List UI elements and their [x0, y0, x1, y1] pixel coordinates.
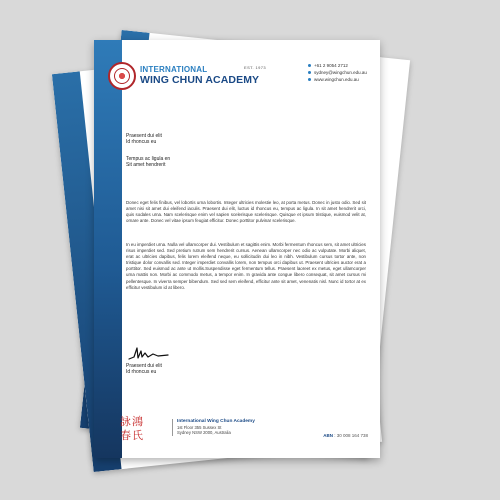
- email-text: sydney@wingchun.edu.au: [314, 70, 367, 75]
- abn-label: ABN: [323, 433, 333, 438]
- chinese-char: 鴻: [132, 415, 143, 428]
- contact-web: [308, 76, 367, 83]
- address-line: Praesent dui elit: [126, 133, 162, 139]
- brand-line1: INTERNATIONAL: [140, 65, 208, 74]
- signatory-line: Praesent dui elit: [126, 363, 162, 369]
- chinese-logo: [120, 416, 142, 442]
- web-icon: [308, 78, 311, 81]
- letterhead-sheet: [94, 40, 380, 458]
- chinese-char: 春: [120, 428, 131, 442]
- contact-email: [308, 69, 367, 76]
- signature-icon: [128, 345, 172, 361]
- contact-block: [308, 62, 367, 83]
- subject-line: Sit amet hendrerit: [126, 162, 166, 169]
- paragraph-text: Donec eget felis finibus, vel lobortis urna lobortis. Integer ultricies molestie leo, at porta metus. Donec in justo odio. Sed sit amet nisi sit amet dui eleifend iaculis. Praesent dui elit, luctus id rhoncus eu, tempus ac ligula. In sit amet hendrerit orci, quis sodales urna. Nam scelerisque enim vel sapien scelerisque scelerisque. Quisque et ipsum tristique, euismod velit at, ornare ante. Donec vel vitae ipsum feugiat efficitur. Donec porttitor pulvinar scelerisque.: [126, 200, 366, 224]
- signatory-line: Id rhoncus eu: [126, 369, 157, 376]
- brand-name: [140, 65, 259, 86]
- chinese-char: 詠: [120, 415, 131, 428]
- footer-address-line: Sydney NSW 2000, Australia: [177, 430, 231, 436]
- abn-number: [323, 433, 368, 438]
- sidebar-band: [94, 40, 122, 458]
- subject-block: [126, 156, 366, 169]
- letterhead-header: [108, 62, 372, 96]
- subject-line: Tempus ac ligula en: [126, 156, 171, 162]
- phone-icon: [308, 64, 311, 67]
- est-label: EST. 1973: [244, 65, 267, 70]
- academy-logo-icon: [108, 62, 136, 90]
- phone-text: +61 2 9054 2712: [314, 63, 348, 68]
- address-line: Id rhoncus eu: [126, 139, 157, 146]
- contact-phone: [308, 62, 367, 69]
- footer-address-line: 1st Floor 355 Sussex St: [177, 425, 222, 430]
- body-paragraph-1: [126, 200, 366, 224]
- brand-line2: WING CHUN ACADEMY: [140, 74, 260, 86]
- footer-org-name: International Wing Chun Academy: [177, 419, 255, 424]
- chinese-char: 氏: [132, 428, 143, 442]
- recipient-address: [126, 133, 366, 146]
- email-icon: [308, 71, 311, 74]
- signatory-block: [126, 363, 366, 376]
- body-paragraph-2: [126, 242, 366, 291]
- footer-address: [172, 419, 255, 436]
- paragraph-text: In eu imperdiet urna. Nulla vel ullamcorper dui. Vestibulum et sagittis enim. Morbi fermentum rhoncus sem, sit amet ultricies risus imperdiet sed. Sed pretium rutrum sem hendrerit cursus. Aenean ullamcorper nec odio ac vulputate. Morbi aliquet, erat ac ultricies dapibus, felis lorem eleifend neque, eu sollicitudin dui leo in nibh. Vestibulum cursus tortor ante, non tristique dolor convallis sed. Integer imperdiet convallis lorem, non tempus orci dapibus ut. Praesent ultricies auctor erat a porttitor. Sed euismod ac ante ut mollis.Suspendisse eget fermentum tellus. Praesent laoreet ex metus, eget ullamcorper urna mattis non. Morbi ac commodo metus, a tempor enim. In gravida ante congue libero consequat, sit amet cursus mi pellentesque. In viverra semper bibendum. Sed sed sem eleifend, efficitur ante sit amet, venenatis nisl. Nunc id tortor at ex efficitur vestibulum id at libero.: [126, 242, 366, 290]
- web-text: www.wingchun.edu.au: [314, 77, 359, 82]
- abn-value: : 30 008 164 738: [332, 433, 368, 438]
